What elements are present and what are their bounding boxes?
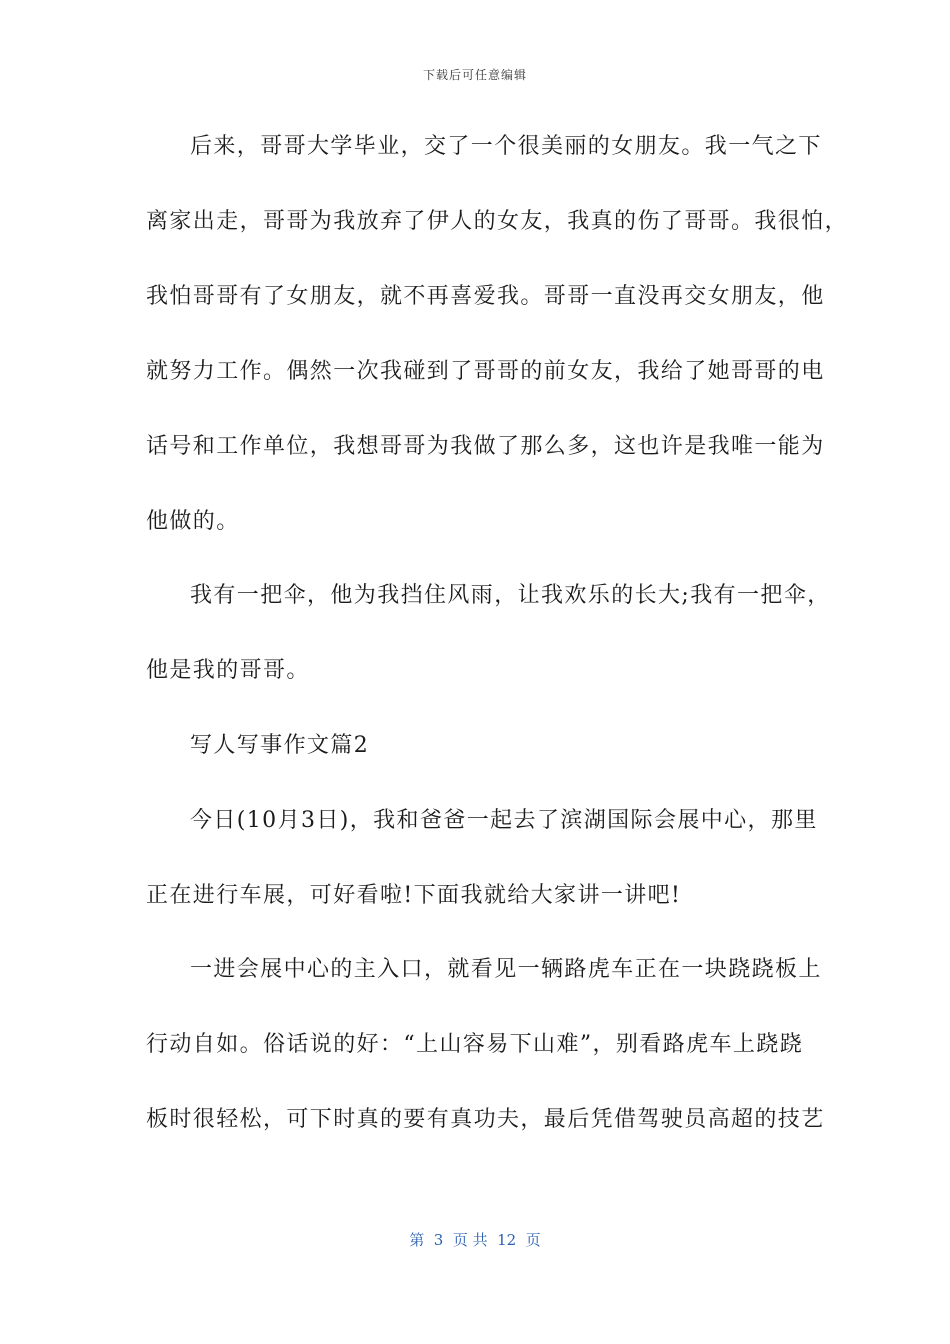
text-line: 一进会展中心的主入口，就看见一辆路虎车正在一块跷跷板上 (190, 957, 822, 982)
text-line: 他是我的哥哥。 (146, 658, 310, 683)
page-number-footer: 第 3 页 共 12 页 (409, 1231, 541, 1249)
page-header: 下载后可任意编辑 (422, 68, 527, 82)
text-line: 今日(10月3日)，我和爸爸一起去了滨湖国际会展中心，那里 (190, 808, 818, 833)
text-line: 后来，哥哥大学毕业，交了一个很美丽的女朋友。我一气之下 (190, 134, 822, 159)
text-line: 就努力工作。偶然一次我碰到了哥哥的前女友，我给了她哥哥的电 (146, 359, 825, 384)
text-line: 板时很轻松，可下时真的要有真功夫，最后凭借驾驶员高超的技艺 (146, 1107, 825, 1132)
text-line: 他做的。 (146, 509, 240, 534)
section-heading: 写人写事作文篇2 (190, 733, 370, 758)
text-line: 正在进行车展，可好看啦!下面我就给大家讲一讲吧! (146, 883, 682, 908)
text-line: 离家出走，哥哥为我放弃了伊人的女友，我真的伤了哥哥。我很怕， (146, 209, 849, 234)
text-line: 行动自如。俗话说的好：“上山容易下山难”，别看路虎车上跷跷 (146, 1032, 804, 1057)
text-line: 我有一把伞，他为我挡住风雨，让我欢乐的长大;我有一把伞， (190, 583, 831, 608)
text-line: 话号和工作单位，我想哥哥为我做了那么多，这也许是我唯一能为 (146, 434, 825, 459)
text-line: 我怕哥哥有了女朋友，就不再喜爱我。哥哥一直没再交女朋友，他 (146, 284, 825, 309)
